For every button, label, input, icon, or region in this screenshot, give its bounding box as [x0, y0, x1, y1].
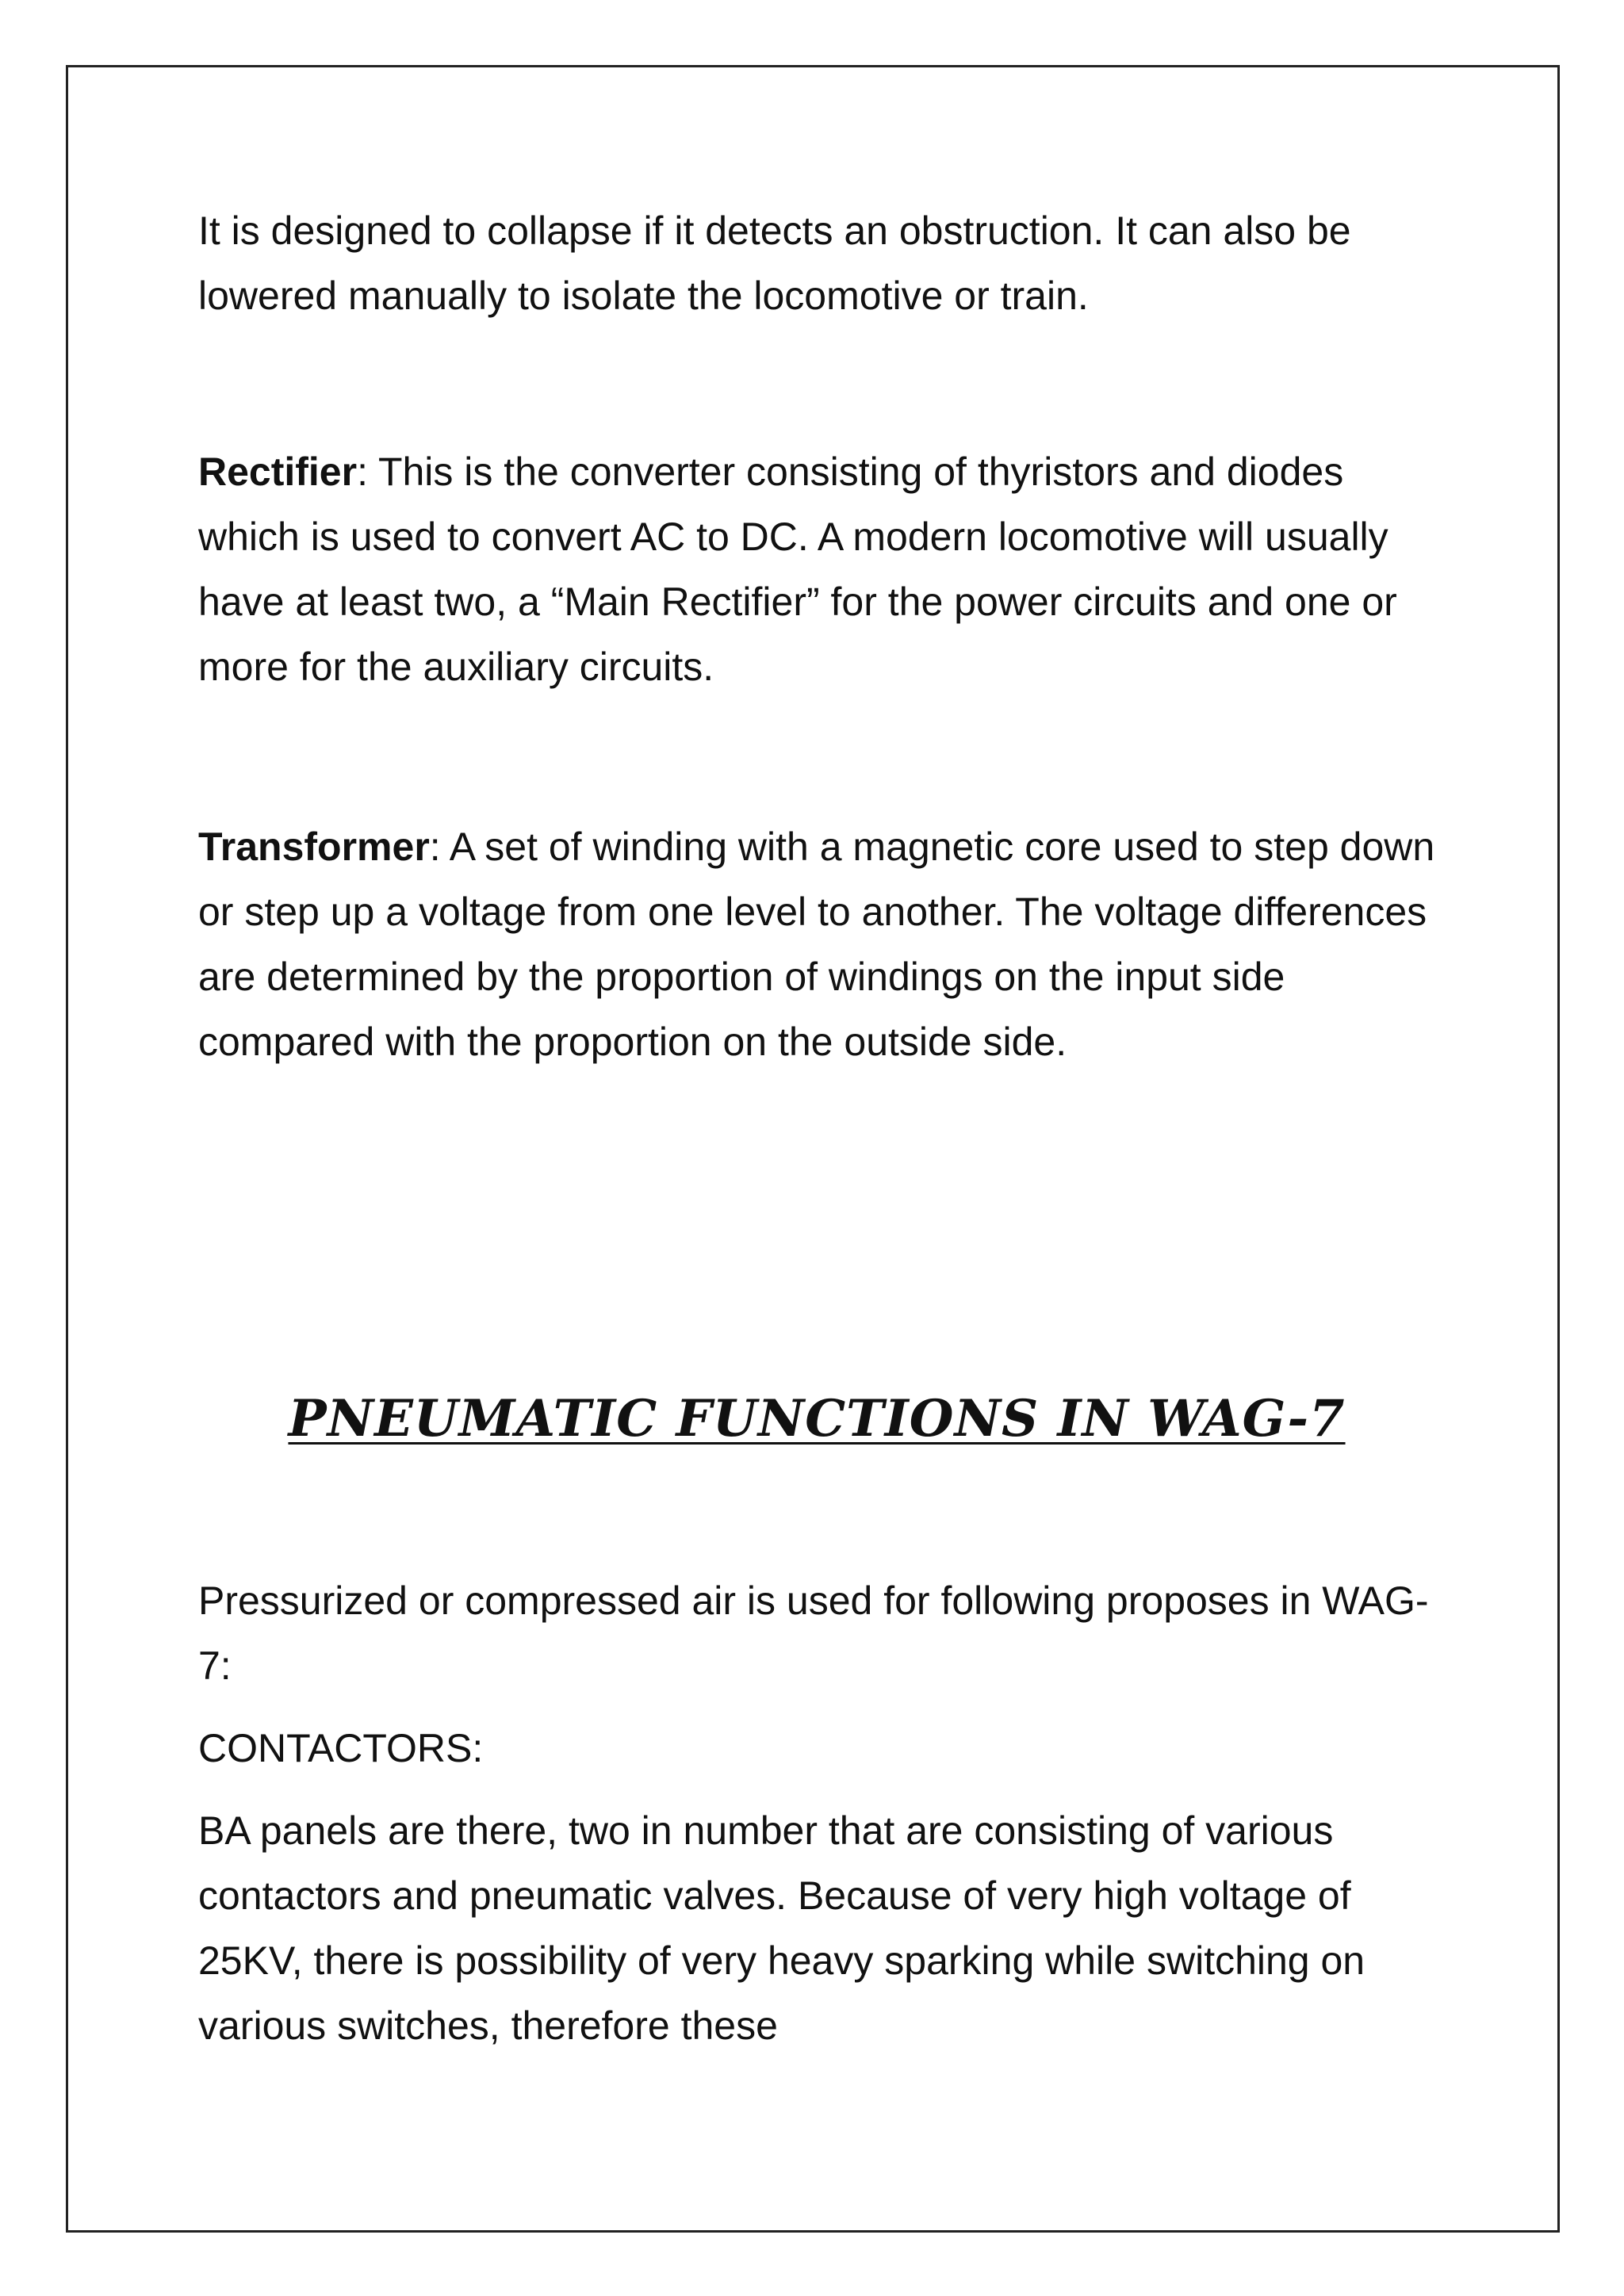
paragraph-intro [198, 198, 1435, 328]
rectifier-definition: : This is the converter consisting of thyristors and diodes which is used to convert AC to DC. A modern locomotive will usually have at least two, a “Main Rectifier” for the power circuits and one or more for the auxiliary circuits. [198, 450, 1397, 689]
pneumatic-intro: Pressurized or compressed air is used for following proposes in WAG-7: [198, 1578, 1429, 1688]
transformer-definition: : A set of winding with a magnetic core used to step down or step up a voltage from one level to another. The voltage differences are determined by the proportion of windings on the input side compared with the proportion on the outside side. [198, 825, 1435, 1064]
contactors-subheading: CONTACTORS: [198, 1726, 484, 1770]
term-rectifier: Rectifier [198, 450, 358, 494]
paragraph-transformer [198, 814, 1435, 1074]
contactors-body: BA panels are there, two in number that are consisting of various contactors and pneumatic valves. Because of very high voltage of 25KV, there is possibility of very heavy sparking while switching on various switches, therefore these [198, 1808, 1365, 2048]
section-heading: PNEUMATIC FUNCTIONS IN WAG-7 [288, 1389, 1346, 1448]
body-text-pneumatic [198, 1568, 1451, 2058]
paragraph-rectifier [198, 439, 1435, 699]
body-text-upper [198, 198, 1435, 1074]
intro-text: It is designed to collapse if it detects an obstruction. It can also be lowered manually to isolate the locomotive or train. [198, 209, 1351, 318]
term-transformer: Transformer [198, 825, 430, 869]
